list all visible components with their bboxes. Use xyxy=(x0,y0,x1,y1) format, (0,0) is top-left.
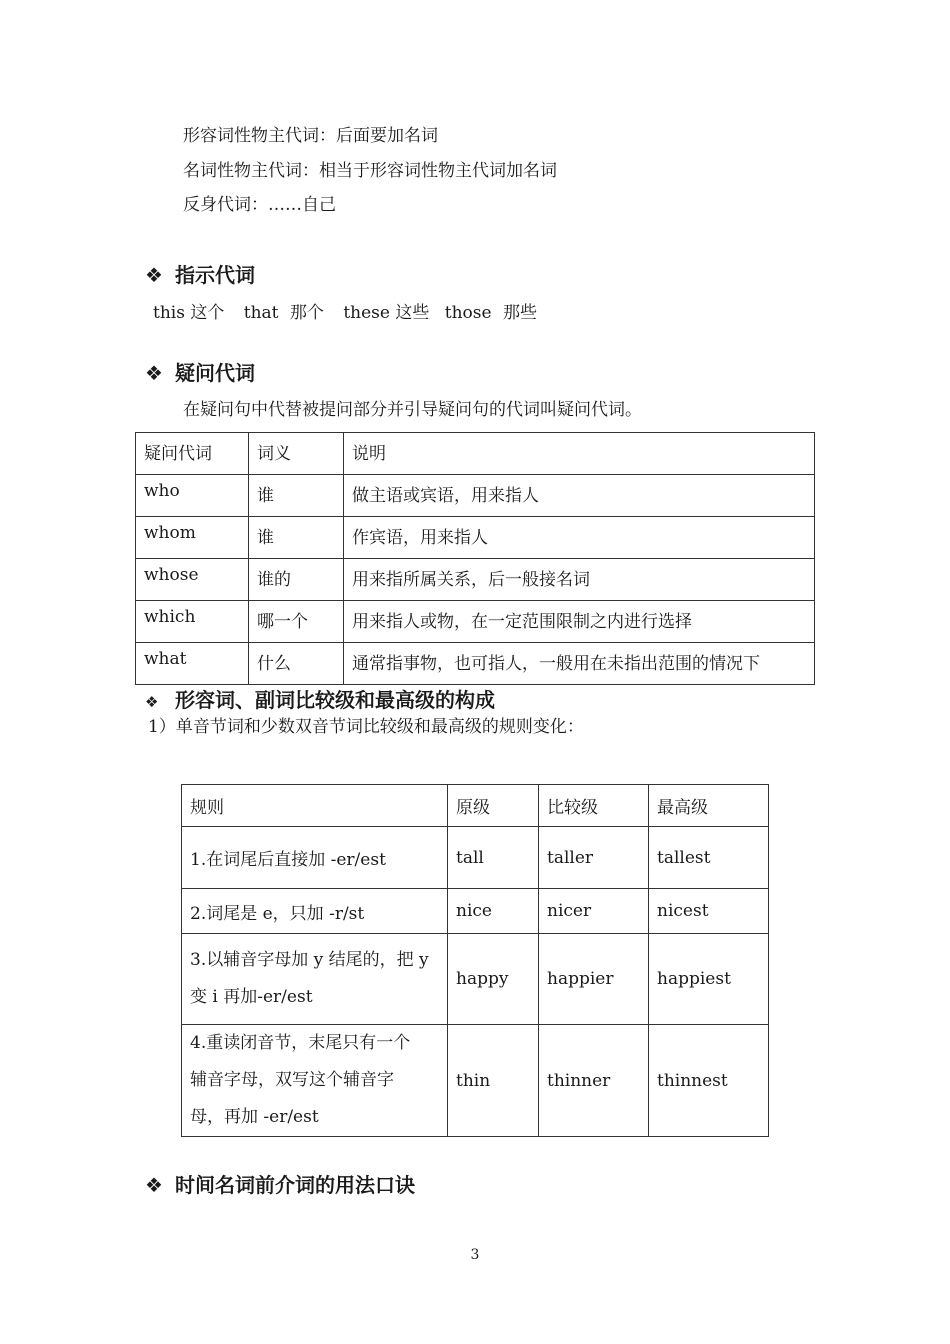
intro-line-1: 形容词性物主代词：后面要加名词 xyxy=(183,126,438,146)
diamond-bullet-icon: ❖ xyxy=(145,361,163,385)
table-row xyxy=(182,827,769,889)
rule-cell xyxy=(182,889,448,934)
rule-cell xyxy=(182,1025,448,1137)
diamond-bullet-icon: ❖ xyxy=(145,1173,163,1197)
interrogative-title: 疑问代词 xyxy=(175,361,255,385)
diamond-bullet-icon: ❖ xyxy=(145,693,159,711)
table-row xyxy=(136,601,815,643)
table-cell: 通常指事物，也可指人，一般用在未指出范围的情况下 xyxy=(344,643,815,685)
comparative-cell: thinner xyxy=(539,1025,649,1137)
rule-text: 母，再加 -er/est xyxy=(190,1107,319,1127)
superlative-cell: nicest xyxy=(649,889,769,934)
interrogative-heading xyxy=(145,360,255,386)
table-cell: 作宾语，用来指人 xyxy=(344,517,815,559)
table-cell: 做主语或宾语，用来指人 xyxy=(344,475,815,517)
comparative-cell: nicer xyxy=(539,889,649,934)
superlative-cell: tallest xyxy=(649,827,769,889)
superlative-cell: happiest xyxy=(649,934,769,1025)
table-cell: 用来指所属关系，后一般接名词 xyxy=(344,559,815,601)
rule-cell xyxy=(182,934,448,1025)
rule-cell xyxy=(182,827,448,889)
table-cell: whose xyxy=(136,559,249,601)
intro-line-3: 反身代词：……自己 xyxy=(183,195,336,215)
table-header-cell: 最高级 xyxy=(649,785,769,827)
rule-text: 变 i 再加-er/est xyxy=(190,987,313,1007)
table-cell: 什么 xyxy=(249,643,344,685)
rule-text: 辅音字母，双写这个辅音字 xyxy=(190,1070,394,1090)
table-cell: who xyxy=(136,475,249,517)
table-cell: 谁 xyxy=(249,475,344,517)
base-cell: tall xyxy=(448,827,539,889)
demo-meaning: 那个 xyxy=(289,303,324,323)
demonstrative-heading xyxy=(145,262,255,288)
comparison-title: 形容词、副词比较级和最高级的构成 xyxy=(175,688,495,712)
page-number: 3 xyxy=(470,1247,480,1263)
table-cell: 谁 xyxy=(249,517,344,559)
table-row xyxy=(136,517,815,559)
comparative-cell: taller xyxy=(539,827,649,889)
table-cell: 用来指人或物，在一定范围限制之内进行选择 xyxy=(344,601,815,643)
table-header-row xyxy=(182,785,769,827)
table-cell: which xyxy=(136,601,249,643)
comparison-subtitle: 1）单音节词和少数双音节词比较级和最高级的规则变化： xyxy=(148,717,584,737)
demo-word: that xyxy=(243,303,279,323)
table-row xyxy=(182,934,769,1025)
demo-meaning: 这些 xyxy=(395,303,430,323)
comparison-heading xyxy=(145,687,495,715)
comparative-cell: happier xyxy=(539,934,649,1025)
demonstrative-title: 指示代词 xyxy=(175,263,255,287)
base-cell: happy xyxy=(448,934,539,1025)
demo-word: this xyxy=(153,303,185,323)
table-header-cell: 比较级 xyxy=(539,785,649,827)
table-header-cell: 原级 xyxy=(448,785,539,827)
interrogative-table xyxy=(135,432,815,685)
prepositions-heading xyxy=(145,1172,415,1198)
rule-text: 3.以辅音字母加 y 结尾的，把 y xyxy=(190,950,429,970)
table-header-cell: 规则 xyxy=(182,785,448,827)
table-cell: 谁的 xyxy=(249,559,344,601)
table-row xyxy=(182,889,769,934)
comparison-table xyxy=(181,784,769,1137)
table-row xyxy=(136,643,815,685)
table-header-row xyxy=(136,433,815,475)
intro-line-2: 名词性物主代词：相当于形容词性物主代词加名词 xyxy=(183,161,557,181)
demo-meaning: 那些 xyxy=(503,303,537,323)
diamond-bullet-icon: ❖ xyxy=(145,263,163,287)
demonstrative-list xyxy=(153,302,537,324)
demo-meaning: 这个 xyxy=(190,303,225,323)
rule-text: 2.词尾是 e，只加 -r/st xyxy=(190,903,365,924)
table-row xyxy=(182,1025,769,1137)
table-cell: whom xyxy=(136,517,249,559)
rule-text: 1.在词尾后直接加 -er/est xyxy=(190,850,386,870)
demo-word: these xyxy=(343,303,390,323)
superlative-cell: thinnest xyxy=(649,1025,769,1137)
table-header-cell: 疑问代词 xyxy=(136,433,249,475)
base-cell: thin xyxy=(448,1025,539,1137)
table-header-cell: 说明 xyxy=(344,433,815,475)
rule-text: 4.重读闭音节，末尾只有一个 xyxy=(190,1033,411,1053)
demo-word: those xyxy=(444,303,492,323)
interrogative-description: 在疑问句中代替被提问部分并引导疑问句的代词叫疑问代词。 xyxy=(183,400,642,420)
base-cell: nice xyxy=(448,889,539,934)
table-cell: 哪一个 xyxy=(249,601,344,643)
table-header-cell: 词义 xyxy=(249,433,344,475)
table-cell: what xyxy=(136,643,249,685)
prepositions-title: 时间名词前介词的用法口诀 xyxy=(175,1173,415,1197)
table-row xyxy=(136,475,815,517)
table-row xyxy=(136,559,815,601)
